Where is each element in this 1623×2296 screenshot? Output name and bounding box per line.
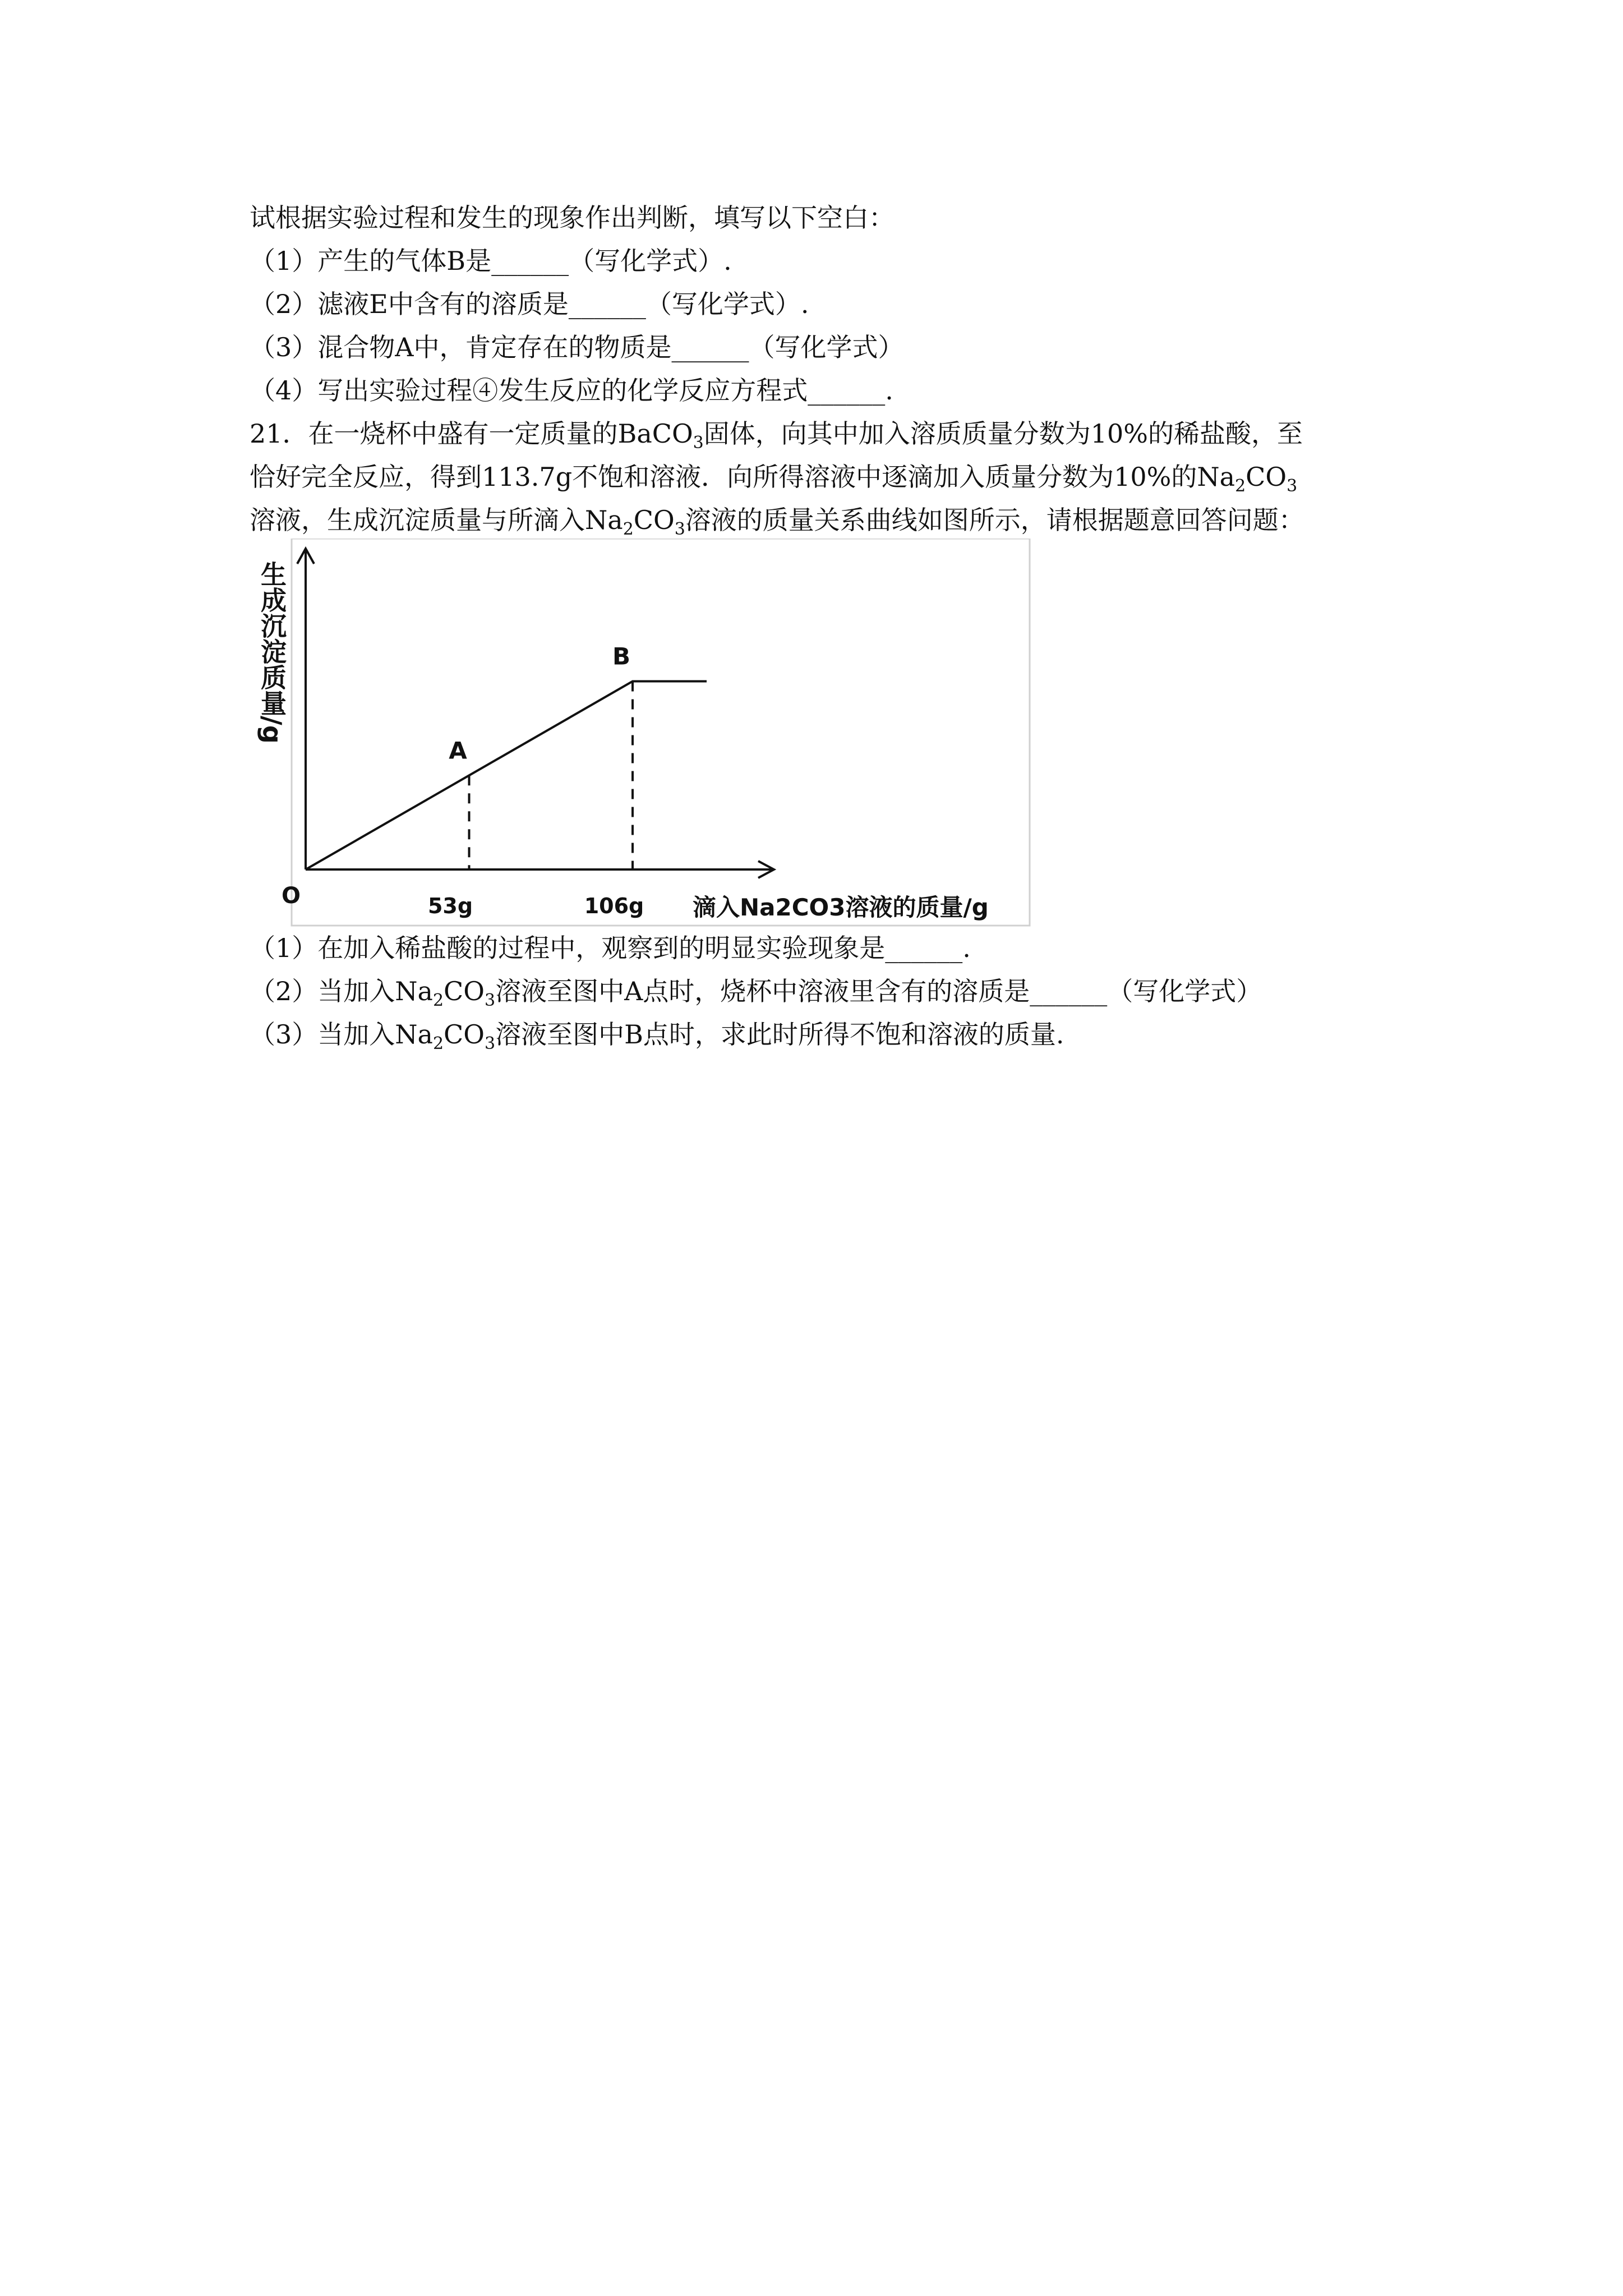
subscript: 3	[484, 991, 496, 1010]
subscript: 3	[674, 519, 685, 539]
problem-21-line-1	[250, 417, 1303, 453]
sub-question-2-b: CO	[444, 976, 485, 1006]
x-axis-label: 滴入Na2CO3溶液的质量/g	[693, 894, 989, 921]
sub-question-2	[250, 974, 1262, 1008]
chart-marks	[306, 643, 707, 869]
sub-question-2-c: 溶液至图中A点时，烧杯中溶液里含有的溶质是______（写化学式）	[495, 976, 1262, 1006]
problem-21-line-1-b: 固体，向其中加入溶质质量分数为10%的稀盐酸，至	[703, 418, 1303, 449]
subscript: 3	[1287, 476, 1298, 496]
question-1: （1）产生的气体B是______（写化学式）.	[250, 246, 732, 276]
problem-21-line-3-c: 溶液的质量关系曲线如图所示，请根据题意回答问题：	[685, 505, 1304, 535]
point-label-b: B	[612, 642, 631, 670]
subscript: 3	[693, 433, 704, 453]
chart-svg	[247, 539, 1032, 931]
problem-21-line-3	[250, 503, 1304, 537]
sub-question-2-a: （2）当加入Na	[250, 976, 433, 1006]
problem-21-line-2	[250, 460, 1297, 494]
question-3: （3）混合物A中，肯定存在的物质是______（写化学式）	[250, 332, 904, 362]
sub-question-3	[250, 1018, 1064, 1051]
subscript: 2	[1235, 476, 1246, 496]
problem-21-line-2-b: CO	[1246, 462, 1287, 492]
subscript: 2	[432, 991, 444, 1010]
problem-21-line-1-a: 21．在一烧杯中盛有一定质量的BaCO	[250, 418, 693, 449]
problem-21-line-3-a: 溶液，生成沉淀质量与所滴入Na	[250, 505, 623, 535]
sub-question-1: （1）在加入稀盐酸的过程中，观察到的明显实验现象是______.	[250, 933, 971, 963]
sub-question-3-b: CO	[444, 1019, 485, 1050]
chart-frame	[292, 539, 1030, 926]
origin-label: O	[282, 883, 301, 909]
problem-21-line-3-b: CO	[633, 505, 675, 535]
precipitate-chart	[247, 539, 1032, 931]
y-axis-label: 生成沉淀质量/g	[257, 561, 287, 744]
subscript: 2	[623, 519, 634, 539]
subscript: 3	[484, 1034, 496, 1053]
intro-text: 试根据实验过程和发生的现象作出判断，填写以下空白：	[250, 203, 895, 233]
x-tick-label-106: 106g	[584, 894, 644, 918]
series-line	[306, 682, 707, 869]
subscript: 2	[432, 1034, 444, 1053]
question-4: （4）写出实验过程④发生反应的化学反应方程式______.	[250, 375, 893, 406]
problem-21-line-2-a: 恰好完全反应，得到113.7g不饱和溶液．向所得溶液中逐滴加入质量分数为10%的Na	[250, 462, 1235, 492]
sub-question-3-c: 溶液至图中B点时，求此时所得不饱和溶液的质量.	[495, 1019, 1064, 1050]
question-2: （2）滤液E中含有的溶质是______（写化学式）.	[250, 289, 809, 319]
x-tick-label-53: 53g	[427, 894, 473, 918]
sub-question-3-a: （3）当加入Na	[250, 1019, 433, 1050]
point-label-a: A	[449, 737, 467, 765]
